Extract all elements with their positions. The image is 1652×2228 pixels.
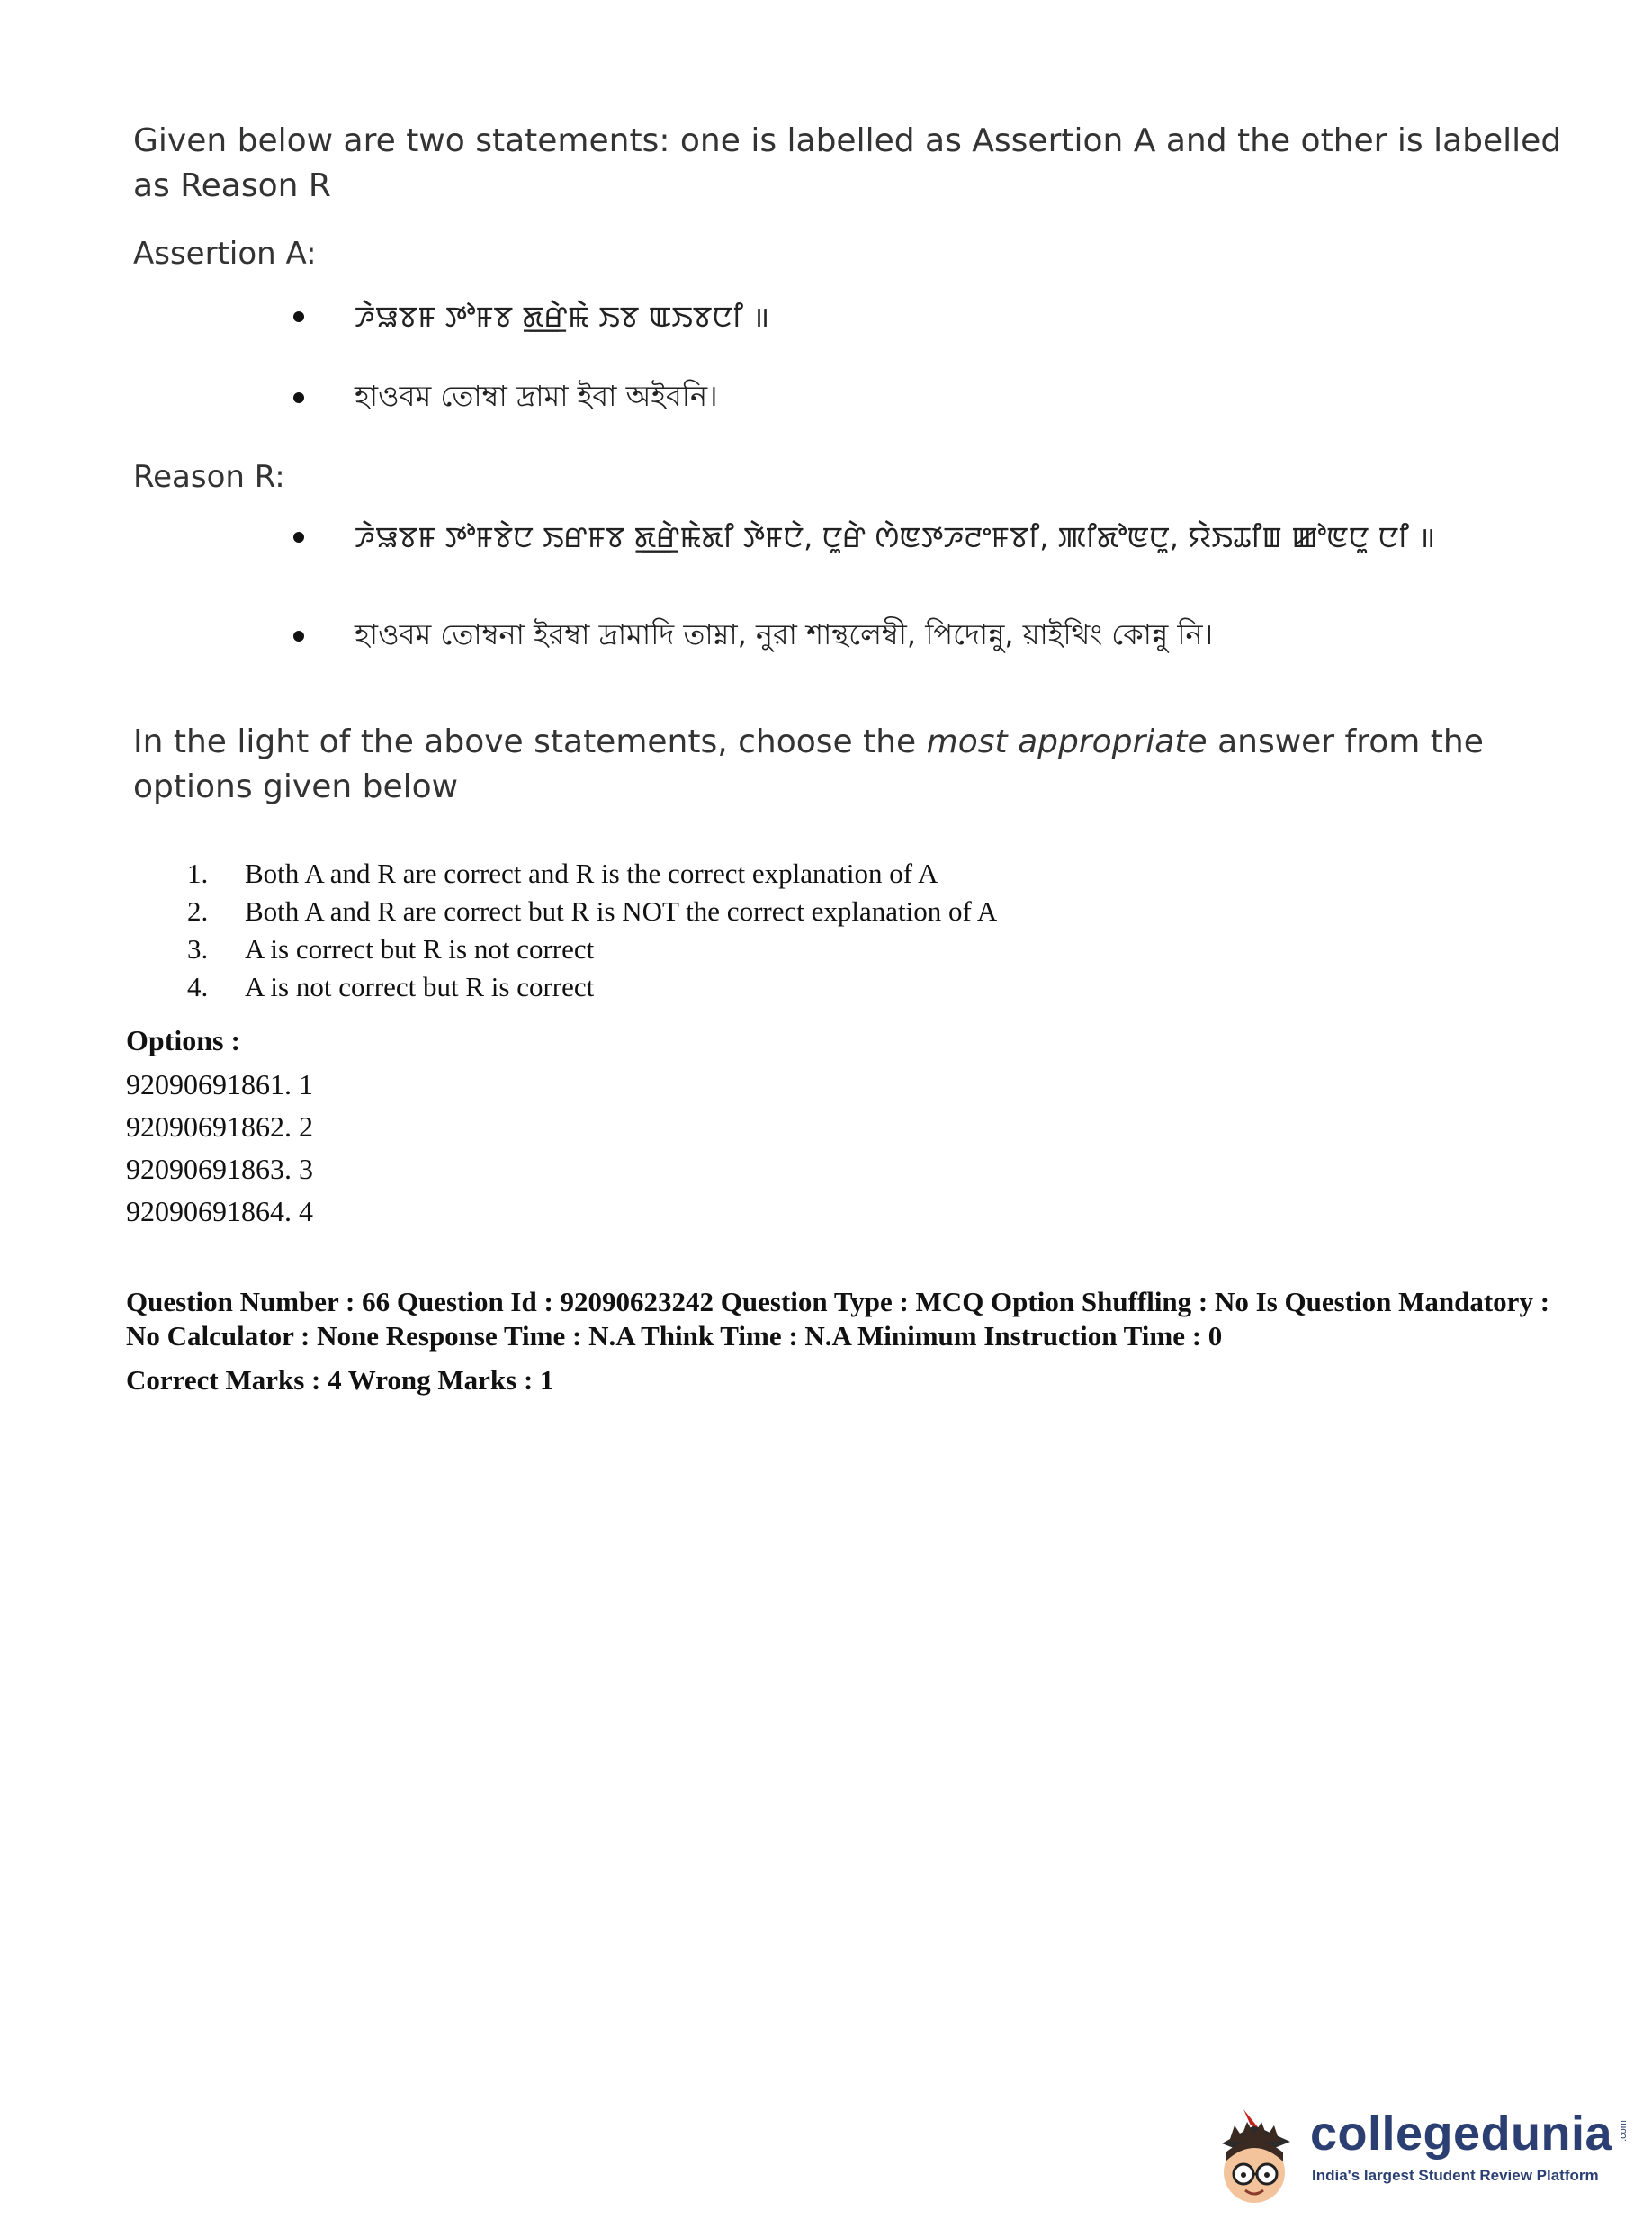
bullet-icon [293, 311, 304, 322]
question-prompt: In the light of the above statements, choose the most appropriate answer from the options given below [133, 723, 1484, 805]
option-item: 92090691864. 4 [126, 1195, 313, 1227]
question-meta: Question Number : 66 Question Id : 92090623242 Question Type : MCQ Option Shuffling : No Is Question Mandatory : No Calculator : None Response Time : N.A Think Time : N.A Minimum Instruction Time : 0 [126, 1286, 1550, 1352]
option-item: 92090691862. 2 [126, 1110, 313, 1143]
question-marks: Correct Marks : 4 Wrong Marks : 1 [126, 1364, 554, 1396]
assertion-bullet [297, 373, 1467, 422]
option-item: 92090691861. 1 [126, 1068, 313, 1101]
assertion-label: Assertion A: [133, 236, 317, 272]
answer-choices [187, 855, 997, 1006]
bullet-icon [293, 631, 304, 642]
assertion-text-meitei: ꯍꯥꯎꯕꯝ ꯇꯣꯝꯕ ꯗ꯭ꯔꯥꯃꯥ ꯏꯕ ꯑꯏꯕꯅꯤ ॥ [355, 300, 770, 334]
reason-bullet [297, 612, 1467, 660]
logo-tagline: India's largest Student Review Platform [1312, 2167, 1599, 2184]
choice-item: 4. A is not correct but R is correct [187, 971, 595, 1002]
reason-bullet [297, 517, 1467, 557]
reason-text-meitei: ꯍꯥꯎꯕꯝ ꯇꯣꯝꯕꯥꯅ ꯏꯔꯝꯕ ꯗ꯭ꯔꯥꯃꯥꯗꯤ ꯇꯥꯝꯅꯥ, ꯅꯨꯔꯥ ꯁꯥꯟꯇꯍꯂꯦꯝꯕꯤ, ꯄꯤꯗꯣꯟꯅꯨ, ꯌꯥꯏꯊꯤꯡ ꯀꯣꯟꯅꯨ ꯅꯤ ॥ [355, 520, 1436, 554]
question-intro: Given below are two statements: one is labelled as Assertion A and the other is labelled as Reason R [133, 122, 1562, 204]
choice-item: 3. A is correct but R is not correct [187, 933, 595, 965]
prompt-emphasis: most appropriate [926, 723, 1208, 760]
assertion-text-bengali: হাওবম তোম্বা দ্রামা ইবা অইবনি। [355, 379, 718, 413]
logo-wordmark: collegedunia [1310, 2107, 1613, 2161]
option-item: 92090691863. 3 [126, 1153, 313, 1185]
choice-item: 2. Both A and R are correct but R is NOT the correct explanation of A [187, 895, 998, 927]
logo-suffix: .com [1617, 2120, 1629, 2142]
choice-item: 1. Both A and R are correct and R is the correct explanation of A [187, 858, 938, 889]
reason-text-bengali: হাওবম তোম্বনা ইরম্বা দ্রামাদি তাম্না, নুরা শান্থলেম্বী, পিদোন্নু, য়াইথিং কোন্নু নি। [355, 617, 1214, 651]
bullet-icon [293, 392, 304, 403]
mascot-icon [1202, 2089, 1308, 2215]
options-list [126, 1064, 313, 1233]
bullet-icon [293, 532, 304, 543]
reason-label: Reason R: [133, 459, 285, 495]
collegedunia-logo [1202, 2089, 1634, 2215]
options-heading: Options : [126, 1024, 241, 1056]
assertion-bullet [297, 297, 1467, 337]
